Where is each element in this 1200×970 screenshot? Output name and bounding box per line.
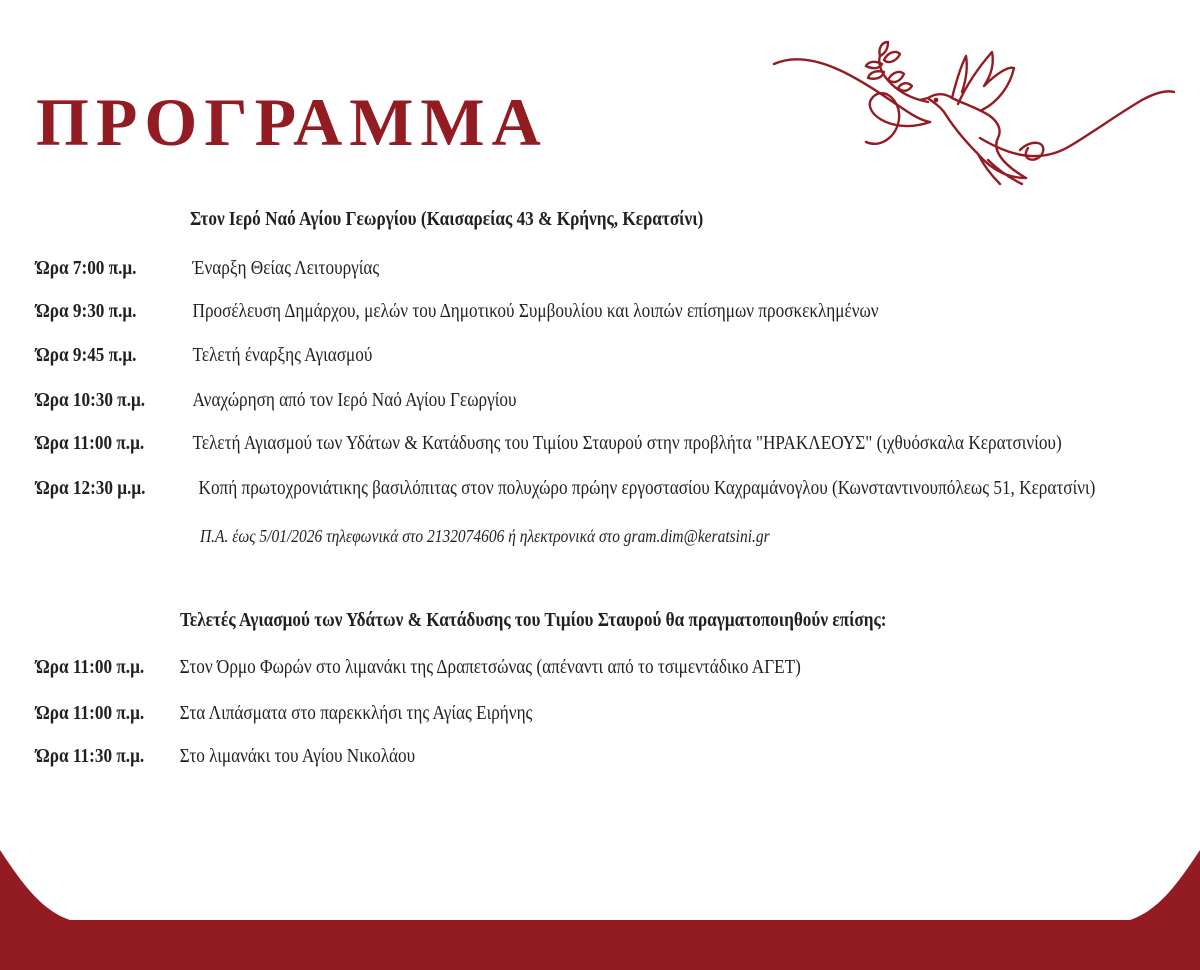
schedule-time: Ώρα 11:00 π.μ. (36, 656, 145, 678)
schedule-time: Ώρα 9:45 π.μ. (36, 344, 137, 366)
bottom-decorative-band (0, 840, 1200, 970)
schedule-time: Ώρα 7:00 π.μ. (36, 257, 137, 279)
schedule-time: Ώρα 10:30 π.μ. (36, 389, 146, 411)
schedule-description: Αναχώρηση από τον Ιερό Ναό Αγίου Γεωργίου (192, 389, 517, 411)
section-heading-other-ceremonies: Τελετές Αγιασμού των Υδάτων & Κατάδυσης του Τιμίου Σταυρού θα πραγματοποιηθούν επίσης: (180, 609, 887, 631)
schedule-description: Προσέλευση Δημάρχου, μελών του Δημοτικού Συμβουλίου και λοιπών επίσημων προσκεκλημένων (192, 300, 879, 322)
schedule-time: Ώρα 11:00 π.μ. (36, 432, 145, 454)
schedule-time: Ώρα 12:30 μ.μ. (36, 477, 146, 499)
rsvp-note: Π.Α. έως 5/01/2026 τηλεφωνικά στο 2132074606 ή ηλεκτρονικά στο gram.dim@keratsini.gr (200, 526, 770, 546)
schedule-description: Στον Όρμο Φωρών στο λιμανάκι της Δραπετσώνας (απέναντι από το τσιμεντάδικο ΑΓΕΤ) (179, 656, 801, 678)
schedule-description: Τελετή Αγιασμού των Υδάτων & Κατάδυσης του Τιμίου Σταυρού στην προβλήτα "ΗΡΑΚΛΕΟΥΣ" (ιχθυόσκαλα Κερατσινίου) (192, 432, 1062, 454)
section-heading-church: Στον Ιερό Ναό Αγίου Γεωργίου (Καισαρείας 43 & Κρήνης, Κερατσίνι) (190, 208, 704, 230)
schedule-description: Στα Λιπάσματα στο παρεκκλήσι της Αγίας Ειρήνης (179, 702, 533, 724)
schedule-description: Τελετή έναρξης Αγιασμού (192, 344, 373, 366)
schedule-description: Στο λιμανάκι του Αγίου Νικολάου (179, 745, 416, 767)
schedule-description: Κοπή πρωτοχρονιάτικης βασιλόπιτας στον πολυχώρο πρώην εργοστασίου Καχραμάνογλου (Κωνσταντινουπόλεως 51, Κερατσίνι) (198, 477, 1096, 499)
schedule-time: Ώρα 11:00 π.μ. (36, 702, 145, 724)
schedule-time: Ώρα 9:30 π.μ. (36, 300, 137, 322)
schedule-time: Ώρα 11:30 π.μ. (36, 745, 145, 767)
dove-with-olive-branch-icon (770, 38, 1175, 193)
page-title: ΠΡΟΓΡΑΜΜΑ (36, 84, 548, 160)
schedule-description: Έναρξη Θείας Λειτουργίας (192, 257, 380, 279)
